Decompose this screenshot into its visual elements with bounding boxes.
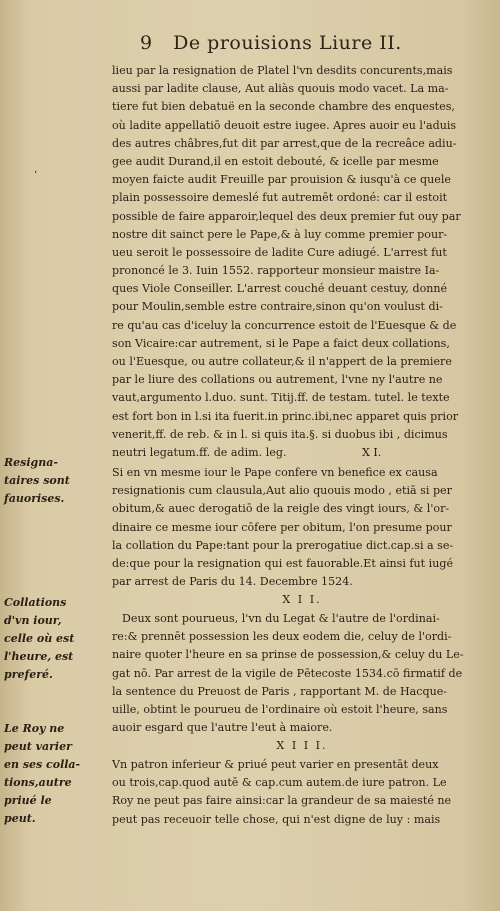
text-line: la sentence du Preuost de Paris , rapportant M. de Hacque- bbox=[112, 684, 448, 698]
text-line: ou l'Euesque, ou autre collateur,& il n'appert de la premiere bbox=[112, 355, 452, 368]
text-line: ueu seroit le possessoire de ladite Cure adiugé. L'arrest fut bbox=[112, 245, 447, 259]
text-line: Deux sont pourueus, l'vn du Legat & l'autre de l'ordinai- bbox=[122, 612, 440, 625]
section-number: X I. bbox=[362, 445, 382, 459]
text-line: aussi par ladite clause, Aut aliàs quouis modo vacet. La ma- bbox=[112, 82, 449, 96]
text-line: son Vicaire:car autrement, si le Pape a faict deux collations, bbox=[112, 336, 450, 350]
text-line: moyen faicte audit Freuille par prouision & iusqu'à ce quele bbox=[112, 173, 451, 187]
text-line: re:& prennēt possession les deux eodem die, celuy de l'ordi- bbox=[112, 630, 452, 644]
text-line: ques Viole Conseiller. L'arrest couché deuant cestuy, donné bbox=[112, 282, 448, 296]
margin-note-line: Resigna- bbox=[4, 456, 58, 469]
text-line: ou trois,cap.quod autē & cap.cum autem.de iure patron. Le bbox=[112, 776, 447, 790]
text-line: lieu par la resignation de Platel l'vn desdits concurents,mais bbox=[112, 64, 453, 77]
margin-note-line: en ses colla- bbox=[4, 758, 81, 771]
text-line: obitum,& auec derogatiō de la reigle des vingt iours, & l'or- bbox=[112, 502, 450, 516]
text-line: re qu'au cas d'iceluy la concurrence estoit de l'Euesque & de bbox=[112, 318, 457, 332]
text-line: vaut,argumento l.duo. sunt. Titij.ff. de testam. tutel. le texte bbox=[112, 391, 450, 405]
text-line: prononcé le 3. Iuin 1552. rapporteur monsieur maistre Ia- bbox=[112, 264, 440, 278]
text-line: Si en vn mesme iour le Pape confere vn benefice ex causa bbox=[112, 466, 438, 479]
margin-note-line: fauorises. bbox=[4, 492, 65, 505]
margin-note-line: taires sont bbox=[4, 474, 70, 487]
margin-note-1 bbox=[4, 454, 70, 508]
margin-note-line: priué le bbox=[4, 794, 52, 807]
text-line: possible de faire apparoir,lequel des deux premier fut ouy par bbox=[112, 209, 461, 223]
text-line: peut pas receuoir telle chose, qui n'est digne de luy : mais bbox=[112, 812, 441, 826]
text-line: dinaire ce mesme iour cōfere per obitum, l'on presume pour bbox=[112, 520, 452, 534]
text-line: pour Moulin,semble estre contraire,sinon qu'on voulust di- bbox=[112, 300, 443, 314]
text-line-content: neutri legatum.ff. de adim. leg. bbox=[112, 445, 287, 459]
text-line: naire quoter l'heure en sa prinse de possession,& celuy du Le- bbox=[112, 648, 464, 662]
text-line: auoir esgard que l'autre l'eut à maiore. bbox=[112, 721, 333, 735]
text-line: tiere fut bien debatuë en la seconde chambre des enquestes, bbox=[112, 100, 455, 114]
margin-note-line: l'heure, est bbox=[4, 650, 74, 663]
text-line: venerit,ff. de reb. & in l. si quis ita.§. si duobus ibi , dicimus bbox=[112, 427, 448, 441]
running-title: De prouisions Liure II. bbox=[173, 32, 402, 54]
text-line: des autres châbres,fut dit par arrest,que de la recreâce adiu- bbox=[112, 136, 457, 150]
text-line: uille, obtint le pourueu de l'ordinaire où estoit l'heure, sans bbox=[112, 702, 448, 716]
margin-note-line: Collations bbox=[4, 596, 67, 609]
section-number: X I I. bbox=[282, 593, 322, 607]
margin-note-line: d'vn iour, bbox=[4, 614, 62, 627]
folio-number: 9 bbox=[140, 32, 153, 54]
text-line: où ladite appellatiō deuoit estre iugee. Apres auoir eu l'aduis bbox=[112, 118, 457, 132]
margin-note-line: peut varier bbox=[4, 740, 72, 753]
paragraph-block-3 bbox=[112, 610, 492, 756]
text-line: plain possessoire demeslé fut autremēt ordoné: car il estoit bbox=[112, 191, 448, 205]
text-line bbox=[112, 444, 492, 462]
text-line: la collation du Pape:tant pour la prerogatiue dict.cap.si a se- bbox=[112, 538, 454, 552]
text-line: par le liure des collations ou autrement, l'vne ny l'autre ne bbox=[112, 373, 443, 387]
text-line: est fort bon in l.si ita fuerit.in princ.ibi,nec apparet quis prior bbox=[112, 409, 459, 423]
text-line: par arrest de Paris du 14. Decembre 1524. bbox=[112, 575, 353, 589]
paragraph-block-2 bbox=[112, 464, 492, 610]
text-line: Roy ne peut pas faire ainsi:car la grandeur de sa maiesté ne bbox=[112, 794, 452, 808]
paragraph-block-4 bbox=[112, 756, 492, 829]
margin-note-2 bbox=[4, 594, 74, 684]
text-line: de:que pour la resignation qui est fauorable.Et ainsi fut iugé bbox=[112, 556, 454, 570]
text-line: gat nō. Par arrest de la vigile de Pētecoste 1534.cō firmatif de bbox=[112, 666, 463, 680]
section-number: X I I I. bbox=[276, 739, 328, 753]
text-line: resignationis cum clausula,Aut alio quouis modo , etiā si per bbox=[112, 484, 452, 498]
marginal-mark: ‘ bbox=[34, 170, 38, 181]
text-line: gee audit Durand,il en estoit debouté, & icelle par mesme bbox=[112, 154, 439, 168]
margin-note-line: preferé. bbox=[4, 668, 53, 681]
text-line: nostre dit sainct pere le Pape,& à luy comme premier pour- bbox=[112, 227, 448, 241]
margin-note-line: celle où est bbox=[4, 632, 75, 645]
margin-note-line: peut. bbox=[4, 812, 36, 825]
text-line: Vn patron inferieur & priué peut varier en presentāt deux bbox=[112, 758, 439, 771]
margin-note-line: tions,autre bbox=[4, 776, 72, 789]
margin-note-3 bbox=[4, 720, 80, 828]
paragraph-block-1 bbox=[112, 62, 492, 462]
margin-note-line: Le Roy ne bbox=[4, 722, 65, 735]
running-header bbox=[140, 32, 480, 54]
